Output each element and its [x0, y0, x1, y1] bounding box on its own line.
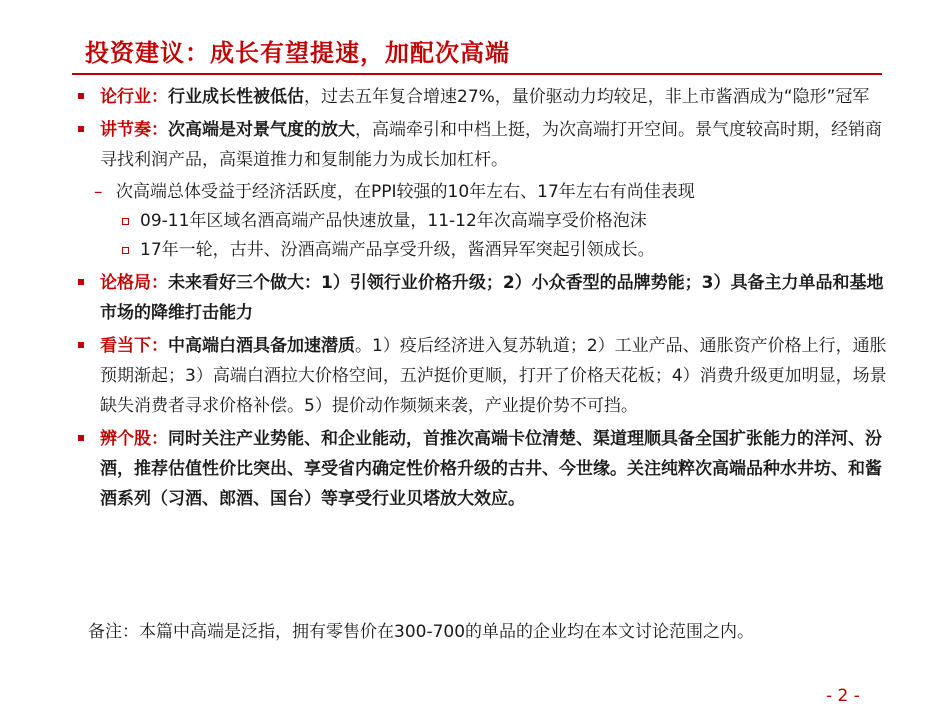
bullet-lead: 论行业： — [100, 87, 168, 107]
bullet-square-icon — [78, 279, 84, 285]
content — [78, 82, 893, 517]
sub-bullet-text: 次高端总体受益于经济活跃度，在PPI较强的10年左右、17年左右有尚佳表现 — [116, 182, 695, 202]
bullet-square-icon — [78, 435, 84, 441]
bullet-text: ，高端牵引和中档上挺，为次高端打开空间。景气度较高时期，经销商寻找利润产品，高渠道推力和复制能力为成长加杠杆。 — [100, 120, 882, 170]
bullet-bold-text: 中高端白酒具备加速潜质 — [168, 336, 355, 356]
hollow-square-icon — [122, 247, 129, 254]
bullet-item-rhythm — [78, 115, 893, 175]
bullet-bold-text: 未来看好三个做大：1）引领行业价格升级；2）小众香型的品牌势能；3）具备主力单品和基地市场的降维打击能力 — [100, 273, 884, 323]
bullet-square-icon — [78, 126, 84, 132]
sub-sub-bullet — [78, 207, 893, 236]
bullet-bold-text: 行业成长性被低估 — [168, 87, 304, 107]
sub-sub-bullet-text: 09-11年区域名酒高端产品快速放量，11-12年次高端享受价格泡沫 — [140, 211, 647, 231]
bullet-paragraph — [100, 331, 893, 421]
bullet-square-icon — [78, 342, 84, 348]
footnote: 备注：本篇中高端是泛指，拥有零售价在300-700的单品的企业均在本文讨论范围之内。 — [88, 622, 755, 642]
bullet-paragraph — [100, 424, 893, 514]
bullet-paragraph — [100, 268, 893, 328]
bullet-bold-text: 次高端是对景气度的放大 — [168, 120, 355, 140]
dash-icon: – — [94, 182, 103, 202]
bullet-item-landscape — [78, 268, 893, 328]
bullet-lead: 看当下： — [100, 336, 168, 356]
bullet-paragraph — [100, 115, 893, 175]
title-divider — [72, 73, 882, 75]
bullet-item-stocks — [78, 424, 893, 514]
page-number: - 2 - — [826, 686, 860, 706]
bullet-text: ，过去五年复合增速27%，量价驱动力均较足，非上市酱酒成为“隐形”冠军 — [304, 87, 870, 107]
bullet-square-icon — [78, 93, 84, 99]
bullet-item-industry — [78, 82, 893, 112]
bullet-item-current — [78, 331, 893, 421]
bullet-text: 。1）疫后经济进入复苏轨道；2）工业产品、通胀资产价格上行，通胀预期渐起；3）高端白酒拉大价格空间，五泸挺价更顺，打开了价格天花板；4）消费升级更加明显，场景缺失消费者寻求价格补偿。5）提价动作频频来袭，产业提价势不可挡。 — [100, 336, 887, 416]
bullet-lead: 辨个股： — [100, 429, 168, 449]
sub-sub-bullet-text: 17年一轮，古井、汾酒高端产品享受升级，酱酒异军突起引领成长。 — [140, 240, 655, 260]
page-title: 投资建议：成长有望提速，加配次高端 — [85, 39, 510, 67]
bullet-bold-text: 同时关注产业势能、和企业能动，首推次高端卡位清楚、渠道理顺具备全国扩张能力的洋河、汾酒，推荐估值性价比突出、享受省内确定性价格升级的古井、今世缘。关注纯粹次高端品种水井坊、和酱酒系列（习酒、郎酒、国台）等享受行业贝塔放大效应。 — [100, 429, 882, 509]
bullet-lead: 讲节奏： — [100, 120, 168, 140]
sub-sub-bullet — [78, 236, 893, 265]
hollow-square-icon — [122, 218, 129, 225]
bullet-paragraph — [100, 82, 893, 112]
bullet-lead: 论格局： — [100, 273, 168, 293]
sub-bullet — [78, 178, 893, 207]
